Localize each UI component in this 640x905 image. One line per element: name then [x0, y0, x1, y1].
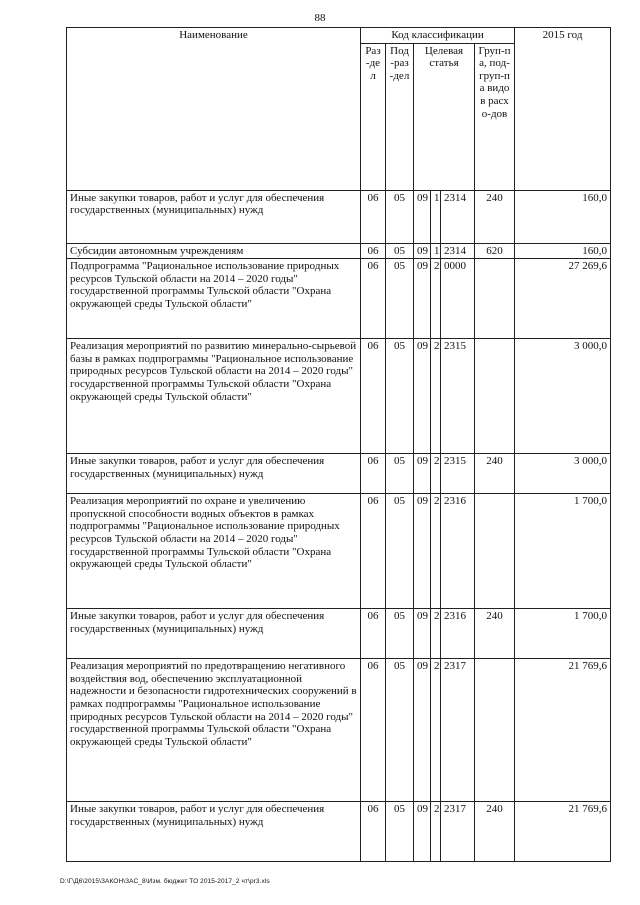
row-razdel-cell: 06 — [361, 659, 386, 802]
row-target-program-cell: 09 — [414, 454, 431, 494]
row-target-direction-cell: 2316 — [441, 609, 475, 659]
row-amount-cell: 21 769,6 — [515, 802, 611, 862]
row-target-subprogram-cell: 2 — [431, 259, 441, 339]
table-row — [67, 802, 611, 862]
row-target-direction-cell: 0000 — [441, 259, 475, 339]
row-podrazdel-cell: 05 — [386, 659, 414, 802]
row-razdel-cell: 06 — [361, 259, 386, 339]
table-row — [67, 339, 611, 454]
row-podrazdel-cell: 05 — [386, 609, 414, 659]
row-razdel-cell: 06 — [361, 454, 386, 494]
row-expense-group-cell: 240 — [475, 190, 515, 243]
file-path-footer: D:\Г\Д6\2015\ЗАКОН\ЗАС_8\Изм. бюджет ТО 2015-2017_2 чт\pr3.xls — [60, 878, 270, 885]
row-razdel-cell: 06 — [361, 243, 386, 259]
row-podrazdel-cell: 05 — [386, 454, 414, 494]
row-podrazdel-cell: 05 — [386, 339, 414, 454]
row-razdel-cell: 06 — [361, 339, 386, 454]
row-razdel-cell: 06 — [361, 494, 386, 609]
table-row — [67, 494, 611, 609]
row-podrazdel-cell: 05 — [386, 259, 414, 339]
row-name-cell: Иные закупки товаров, работ и услуг для обеспечения государственных (муниципальных) нужд — [67, 802, 361, 862]
row-amount-cell: 21 769,6 — [515, 659, 611, 802]
column-header-razdel: Раз-дел — [361, 43, 386, 190]
row-razdel-cell: 06 — [361, 609, 386, 659]
row-expense-group-cell: 240 — [475, 454, 515, 494]
row-target-program-cell: 09 — [414, 259, 431, 339]
row-target-program-cell: 09 — [414, 802, 431, 862]
column-header-podrazdel: Под-раз-дел — [386, 43, 414, 190]
table-row — [67, 659, 611, 802]
row-name-cell: Иные закупки товаров, работ и услуг для обеспечения государственных (муниципальных) нужд — [67, 609, 361, 659]
row-target-subprogram-cell: 2 — [431, 659, 441, 802]
budget-table — [66, 27, 611, 862]
row-target-subprogram-cell: 1 — [431, 243, 441, 259]
row-podrazdel-cell: 05 — [386, 494, 414, 609]
row-amount-cell: 1 700,0 — [515, 609, 611, 659]
row-target-subprogram-cell: 2 — [431, 454, 441, 494]
row-name-cell: Иные закупки товаров, работ и услуг для обеспечения государственных (муниципальных) нужд — [67, 190, 361, 243]
row-target-subprogram-cell: 1 — [431, 190, 441, 243]
row-target-program-cell: 09 — [414, 494, 431, 609]
row-target-program-cell: 09 — [414, 659, 431, 802]
row-target-program-cell: 09 — [414, 339, 431, 454]
column-header-target-article: Целевая статья — [414, 43, 475, 190]
page-number: 88 — [314, 12, 326, 24]
row-target-direction-cell: 2317 — [441, 802, 475, 862]
row-amount-cell: 1 700,0 — [515, 494, 611, 609]
row-expense-group-cell — [475, 494, 515, 609]
row-amount-cell: 27 269,6 — [515, 259, 611, 339]
row-amount-cell: 3 000,0 — [515, 339, 611, 454]
row-target-direction-cell: 2316 — [441, 494, 475, 609]
row-podrazdel-cell: 05 — [386, 802, 414, 862]
column-header-classification-code: Код классификации — [361, 28, 515, 44]
row-podrazdel-cell: 05 — [386, 243, 414, 259]
row-expense-group-cell: 240 — [475, 802, 515, 862]
row-target-program-cell: 09 — [414, 243, 431, 259]
row-expense-group-cell: 240 — [475, 609, 515, 659]
row-target-direction-cell: 2315 — [441, 339, 475, 454]
row-target-direction-cell: 2314 — [441, 190, 475, 243]
row-target-direction-cell: 2314 — [441, 243, 475, 259]
row-razdel-cell: 06 — [361, 802, 386, 862]
table-row — [67, 259, 611, 339]
row-name-cell: Подпрограмма "Рациональное использование природных ресурсов Тульской области на 2014 – 2020 годы" государственной программы Тульской области "Охрана окружающей среды Тульской области" — [67, 259, 361, 339]
table-row — [67, 243, 611, 259]
row-name-cell: Иные закупки товаров, работ и услуг для обеспечения государственных (муниципальных) нужд — [67, 454, 361, 494]
table-row — [67, 454, 611, 494]
row-target-program-cell: 09 — [414, 190, 431, 243]
row-target-subprogram-cell: 2 — [431, 609, 441, 659]
row-podrazdel-cell: 05 — [386, 190, 414, 243]
row-expense-group-cell — [475, 339, 515, 454]
row-razdel-cell: 06 — [361, 190, 386, 243]
row-amount-cell: 3 000,0 — [515, 454, 611, 494]
row-expense-group-cell — [475, 259, 515, 339]
row-expense-group-cell: 620 — [475, 243, 515, 259]
row-target-subprogram-cell: 2 — [431, 339, 441, 454]
row-target-direction-cell: 2315 — [441, 454, 475, 494]
column-header-year: 2015 год — [515, 28, 611, 191]
row-name-cell: Реализация мероприятий по охране и увеличению пропускной способности водных объектов в рамках подпрограммы "Рациональное использование природных ресурсов Тульской области на 2014 – 2020 годы" государственной программы Тульской области "Охрана окружающей среды Тульской области" — [67, 494, 361, 609]
table-row — [67, 609, 611, 659]
row-amount-cell: 160,0 — [515, 190, 611, 243]
row-expense-group-cell — [475, 659, 515, 802]
column-header-expense-group: Груп-па, под-груп-па видов расхо-дов — [475, 43, 515, 190]
column-header-name: Наименование — [67, 28, 361, 191]
row-name-cell: Реализация мероприятий по предотвращению негативного воздействия вод, обеспечению эксплуатационной надежности и безопасности гидротехнических сооружений в рамках подпрограммы "Рациональное использование природных ресурсов Тульской области на 2014 – 2020 годы" государственной программы Тульской области "Охрана окружающей среды Тульской области" — [67, 659, 361, 802]
row-amount-cell: 160,0 — [515, 243, 611, 259]
row-name-cell: Реализация мероприятий по развитию минерально-сырьевой базы в рамках подпрограммы "Рациональное использование природных ресурсов Тульской области на 2014 – 2020 годы" государственной программы Тульской области "Охрана окружающей среды Тульской области" — [67, 339, 361, 454]
row-target-program-cell: 09 — [414, 609, 431, 659]
row-target-subprogram-cell: 2 — [431, 494, 441, 609]
row-target-subprogram-cell: 2 — [431, 802, 441, 862]
row-target-direction-cell: 2317 — [441, 659, 475, 802]
table-row — [67, 190, 611, 243]
row-name-cell: Субсидии автономным учреждениям — [67, 243, 361, 259]
